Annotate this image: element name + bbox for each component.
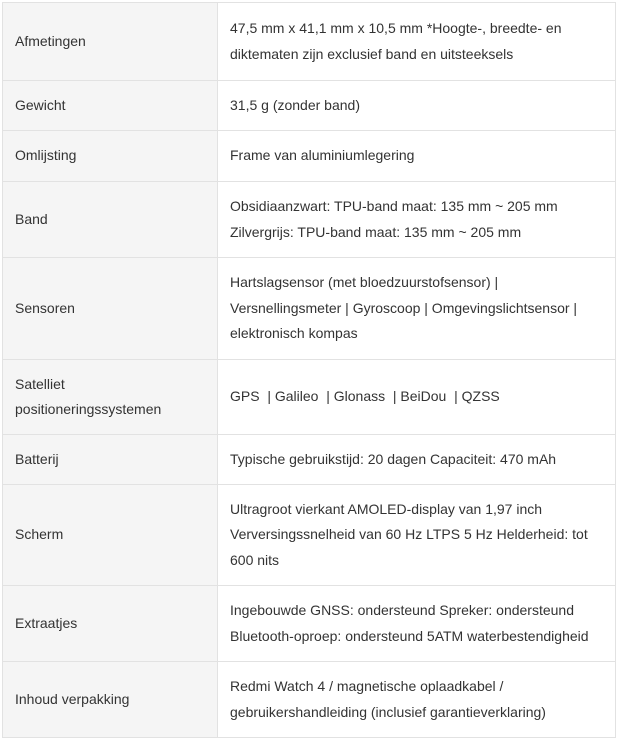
- spec-row-sensoren: [3, 258, 616, 360]
- spec-value: [218, 258, 616, 360]
- spec-label-text: Sensoren: [15, 299, 75, 316]
- spec-value: [218, 360, 616, 435]
- spec-value-line: Bluetooth-oproep: ondersteund 5ATM waterbestendigheid: [230, 627, 589, 644]
- spec-row-extraatjes: [3, 586, 616, 662]
- spec-label: [3, 662, 218, 738]
- spec-value: [218, 485, 616, 586]
- spec-value-line: Redmi Watch 4 / magnetische oplaadkabel /: [230, 678, 504, 694]
- spec-label-text: positioneringssystemen: [15, 401, 162, 417]
- spec-row-band: [3, 182, 616, 258]
- spec-label-text: Afmetingen: [15, 32, 86, 49]
- spec-row-inhoud-verpakking: [3, 662, 616, 738]
- spec-value: [218, 586, 616, 662]
- spec-label: [3, 131, 218, 182]
- spec-label: [3, 3, 218, 81]
- spec-value-line: Frame van aluminiumlegering: [230, 147, 415, 164]
- spec-label: [3, 81, 218, 131]
- spec-label-text: Omlijsting: [15, 147, 77, 164]
- spec-label: [3, 586, 218, 662]
- specifications-table: [2, 2, 616, 738]
- spec-value-line: Verversingssnelheid van 60 Hz LTPS 5 Hz Helderheid: tot: [230, 526, 588, 543]
- spec-row-gewicht: [3, 81, 616, 131]
- spec-row-omlijsting: [3, 131, 616, 182]
- spec-value: [218, 662, 616, 738]
- spec-label: [3, 435, 218, 485]
- spec-value-line: diktematen zijn exclusief band en uitsteeksels: [230, 45, 514, 62]
- spec-value: [218, 182, 616, 258]
- spec-row-afmetingen: [3, 3, 616, 81]
- spec-value: [218, 131, 616, 182]
- spec-value: [218, 81, 616, 131]
- spec-value-line: elektronisch kompas: [230, 325, 358, 342]
- spec-label: [3, 485, 218, 586]
- spec-value-line: Obsidiaanzwart: TPU-band maat: 135 mm ~ 205 mm: [230, 198, 558, 214]
- spec-label-text: Scherm: [15, 526, 64, 543]
- spec-label-text: Satelliet: [15, 375, 65, 392]
- spec-value-line: Versnellingsmeter | Gyroscoop | Omgevingslichtsensor |: [230, 299, 578, 316]
- spec-label: [3, 258, 218, 360]
- spec-value-line: GPS | Galileo | Glonass | BeiDou | QZSS: [230, 388, 500, 405]
- spec-value-line: Ingebouwde GNSS: ondersteund Spreker: ondersteund: [230, 602, 575, 618]
- spec-row-batterij: [3, 435, 616, 485]
- spec-value: [218, 3, 616, 81]
- spec-value-line: Ultragroot vierkant AMOLED-display van 1,97 inch: [230, 500, 543, 517]
- spec-row-scherm: [3, 485, 616, 586]
- spec-value-line: Typische gebruikstijd: 20 dagen Capaciteit: 470 mAh: [230, 450, 557, 467]
- spec-value-line: Hartslagsensor (met bloedzuurstofsensor) |: [230, 274, 499, 291]
- spec-label-text: Extraatjes: [15, 614, 78, 631]
- spec-label-text: Batterij: [15, 450, 59, 467]
- spec-row-satelliet: [3, 360, 616, 435]
- spec-label: [3, 360, 218, 435]
- spec-value-line: gebruikershandleiding (inclusief garantieverklaring): [230, 703, 546, 720]
- spec-label: [3, 182, 218, 258]
- spec-value-line: 31,5 g (zonder band): [230, 96, 360, 113]
- spec-value-line: 600 nits: [230, 551, 280, 568]
- spec-value: [218, 435, 616, 485]
- spec-value-line: Zilvergrijs: TPU-band maat: 135 mm ~ 205 mm: [230, 223, 522, 240]
- spec-label-text: Band: [15, 210, 48, 227]
- spec-value-line: 47,5 mm x 41,1 mm x 10,5 mm *Hoogte-, breedte- en: [230, 20, 562, 36]
- spec-label-text: Gewicht: [15, 96, 66, 113]
- spec-label-text: Inhoud verpakking: [15, 690, 130, 707]
